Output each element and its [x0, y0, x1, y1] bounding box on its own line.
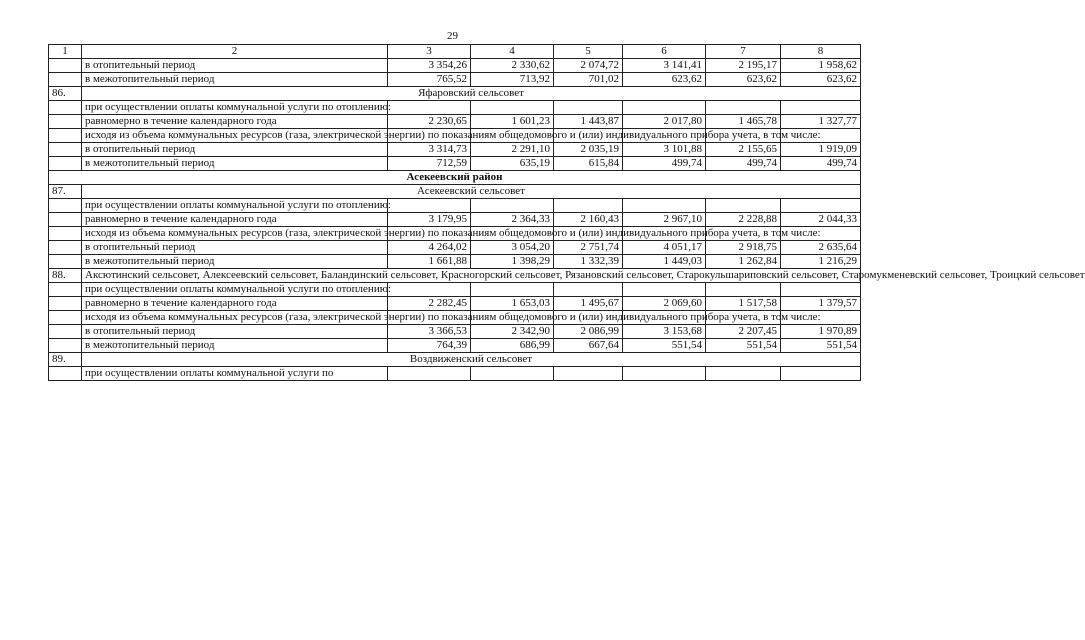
- value-cell: 712,59: [388, 157, 471, 171]
- value-cell: 2 967,10: [623, 213, 706, 227]
- value-cell: 551,54: [781, 339, 861, 353]
- data-row: [49, 143, 861, 157]
- value-cell: 2 330,62: [471, 59, 554, 73]
- row-label: при осуществлении оплаты коммунальной услуги по отоплению:: [82, 283, 388, 297]
- header-cell: 5: [554, 45, 623, 59]
- value-cell: 2 364,33: [471, 213, 554, 227]
- empty-cell: [49, 255, 82, 269]
- region-title: Асекеевский район: [49, 171, 861, 185]
- value-cell: 1 661,88: [388, 255, 471, 269]
- value-cell: 667,64: [554, 339, 623, 353]
- row-label: в отопительный период: [82, 325, 388, 339]
- row-label: в отопительный период: [82, 241, 388, 255]
- empty-cell: [49, 157, 82, 171]
- empty-cell: [49, 241, 82, 255]
- empty-cell: [471, 101, 554, 115]
- data-row: [49, 213, 861, 227]
- empty-cell: [388, 283, 471, 297]
- empty-cell: [49, 283, 82, 297]
- empty-cell: [623, 199, 706, 213]
- section-number: 86.: [49, 87, 82, 101]
- empty-cell: [706, 199, 781, 213]
- empty-cell: [623, 101, 706, 115]
- value-cell: 1 262,84: [706, 255, 781, 269]
- empty-cell: [706, 101, 781, 115]
- value-cell: 2 291,10: [471, 143, 554, 157]
- value-cell: 2 342,90: [471, 325, 554, 339]
- value-cell: 765,52: [388, 73, 471, 87]
- empty-cell: [554, 283, 623, 297]
- empty-cell: [49, 129, 82, 143]
- value-cell: 2 635,64: [781, 241, 861, 255]
- value-cell: 1 970,89: [781, 325, 861, 339]
- region-row: [49, 171, 861, 185]
- value-cell: 551,54: [623, 339, 706, 353]
- row-label: при осуществлении оплаты коммунальной услуги по отоплению:: [82, 199, 388, 213]
- header-cell: 6: [623, 45, 706, 59]
- empty-cell: [49, 367, 82, 381]
- value-cell: 1 919,09: [781, 143, 861, 157]
- header-cell: 3: [388, 45, 471, 59]
- value-cell: 2 086,99: [554, 325, 623, 339]
- value-cell: 1 398,29: [471, 255, 554, 269]
- value-cell: 551,54: [706, 339, 781, 353]
- value-cell: 2 751,74: [554, 241, 623, 255]
- empty-cell: [471, 199, 554, 213]
- value-cell: 686,99: [471, 339, 554, 353]
- value-cell: 2 155,65: [706, 143, 781, 157]
- section-title: Воздвиженский сельсовет: [82, 353, 861, 367]
- empty-cell: [623, 367, 706, 381]
- value-cell: 1 653,03: [471, 297, 554, 311]
- empty-cell: [49, 325, 82, 339]
- section-row: [49, 185, 861, 199]
- row-label: равномерно в течение календарного года: [82, 213, 388, 227]
- empty-cell: [471, 283, 554, 297]
- header-cell: 4: [471, 45, 554, 59]
- empty-cell: [49, 227, 82, 241]
- empty-cell: [554, 101, 623, 115]
- empty-cell: [49, 101, 82, 115]
- value-cell: 2 228,88: [706, 213, 781, 227]
- value-cell: 3 054,20: [471, 241, 554, 255]
- data-row: [49, 339, 861, 353]
- row-label: исходя из объема коммунальных ресурсов (газа, электрической энергии) по показаниям общедомового и (или) индивидуального прибора учета, в том числе:: [82, 227, 388, 241]
- value-cell: 2 918,75: [706, 241, 781, 255]
- value-cell: 1 495,67: [554, 297, 623, 311]
- row-label: в отопительный период: [82, 59, 388, 73]
- header-cell: 7: [706, 45, 781, 59]
- section-number: 87.: [49, 185, 82, 199]
- value-cell: 2 074,72: [554, 59, 623, 73]
- empty-cell: [623, 283, 706, 297]
- data-row: [49, 255, 861, 269]
- header-row: [49, 45, 861, 59]
- section-row: [49, 87, 861, 101]
- empty-cell: [49, 339, 82, 353]
- value-cell: 2 207,45: [706, 325, 781, 339]
- value-cell: 1 379,57: [781, 297, 861, 311]
- empty-cell: [49, 297, 82, 311]
- value-cell: 2 195,17: [706, 59, 781, 73]
- empty-cell: [49, 213, 82, 227]
- value-cell: 3 141,41: [623, 59, 706, 73]
- value-cell: 1 327,77: [781, 115, 861, 129]
- data-row: [49, 241, 861, 255]
- row-label: равномерно в течение календарного года: [82, 297, 388, 311]
- section-row: [49, 269, 861, 283]
- value-cell: 1 517,58: [706, 297, 781, 311]
- value-cell: 2 017,80: [623, 115, 706, 129]
- section-number: 88.: [49, 269, 82, 283]
- text-row: [49, 101, 861, 115]
- value-cell: 1 443,87: [554, 115, 623, 129]
- empty-cell: [471, 367, 554, 381]
- value-cell: 635,19: [471, 157, 554, 171]
- page-number: 29: [447, 30, 458, 42]
- data-row: [49, 157, 861, 171]
- row-label: при осуществлении оплаты коммунальной услуги по: [82, 367, 388, 381]
- value-cell: 3 153,68: [623, 325, 706, 339]
- value-cell: 1 449,03: [623, 255, 706, 269]
- empty-cell: [781, 283, 861, 297]
- data-row: [49, 73, 861, 87]
- value-cell: 1 601,23: [471, 115, 554, 129]
- value-cell: 2 160,43: [554, 213, 623, 227]
- row-label: в межотопительный период: [82, 339, 388, 353]
- value-cell: 1 332,39: [554, 255, 623, 269]
- row-label: в межотопительный период: [82, 157, 388, 171]
- header-cell: 2: [82, 45, 388, 59]
- value-cell: 3 314,73: [388, 143, 471, 157]
- data-row: [49, 115, 861, 129]
- empty-cell: [554, 367, 623, 381]
- header-cell: 1: [49, 45, 82, 59]
- row-label: при осуществлении оплаты коммунальной услуги по отоплению:: [82, 101, 388, 115]
- empty-cell: [388, 101, 471, 115]
- value-cell: 4 264,02: [388, 241, 471, 255]
- text-row: [49, 227, 861, 241]
- value-cell: 1 465,78: [706, 115, 781, 129]
- empty-cell: [388, 199, 471, 213]
- value-cell: 2 035,19: [554, 143, 623, 157]
- value-cell: 764,39: [388, 339, 471, 353]
- value-cell: 1 958,62: [781, 59, 861, 73]
- value-cell: 623,62: [781, 73, 861, 87]
- text-row: [49, 283, 861, 297]
- header-cell: 8: [781, 45, 861, 59]
- value-cell: 615,84: [554, 157, 623, 171]
- empty-cell: [49, 199, 82, 213]
- section-number: 89.: [49, 353, 82, 367]
- empty-cell: [49, 73, 82, 87]
- text-row: [49, 199, 861, 213]
- value-cell: 2 069,60: [623, 297, 706, 311]
- empty-cell: [49, 59, 82, 73]
- empty-cell: [388, 367, 471, 381]
- value-cell: 499,74: [623, 157, 706, 171]
- text-row: [49, 129, 861, 143]
- empty-cell: [706, 283, 781, 297]
- value-cell: 3 354,26: [388, 59, 471, 73]
- row-label: исходя из объема коммунальных ресурсов (газа, электрической энергии) по показаниям общедомового и (или) индивидуального прибора учета, в том числе:: [82, 311, 388, 325]
- value-cell: 2 282,45: [388, 297, 471, 311]
- row-label: в межотопительный период: [82, 255, 388, 269]
- empty-cell: [49, 311, 82, 325]
- data-row: [49, 59, 861, 73]
- data-row: [49, 297, 861, 311]
- section-row: [49, 353, 861, 367]
- tariff-table: [48, 44, 1085, 381]
- value-cell: 3 366,53: [388, 325, 471, 339]
- empty-cell: [49, 115, 82, 129]
- section-title: Асекеевский сельсовет: [82, 185, 861, 199]
- value-cell: 2 230,65: [388, 115, 471, 129]
- value-cell: 623,62: [706, 73, 781, 87]
- data-row: [49, 325, 861, 339]
- text-row: [49, 311, 861, 325]
- value-cell: 2 044,33: [781, 213, 861, 227]
- empty-cell: [781, 367, 861, 381]
- row-label: исходя из объема коммунальных ресурсов (газа, электрической энергии) по показаниям общедомового и (или) индивидуального прибора учета, в том числе:: [82, 129, 388, 143]
- value-cell: 623,62: [623, 73, 706, 87]
- row-label: в межотопительный период: [82, 73, 388, 87]
- value-cell: 3 179,95: [388, 213, 471, 227]
- row-label: в отопительный период: [82, 143, 388, 157]
- value-cell: 3 101,88: [623, 143, 706, 157]
- row-label: равномерно в течение календарного года: [82, 115, 388, 129]
- empty-cell: [49, 143, 82, 157]
- empty-cell: [781, 199, 861, 213]
- empty-cell: [706, 367, 781, 381]
- value-cell: 701,02: [554, 73, 623, 87]
- section-title: Яфаровский сельсовет: [82, 87, 861, 101]
- value-cell: 1 216,29: [781, 255, 861, 269]
- section-title: Аксютинский сельсовет, Алексеевский сельсовет, Баландинский сельсовет, Красногорский сельсовет, Рязановский сельсовет, Старокульшариповский сельсовет, Старомукменевский сельсовет, Троицкий сельсовет: [82, 269, 861, 283]
- value-cell: 4 051,17: [623, 241, 706, 255]
- text-row: [49, 367, 861, 381]
- empty-cell: [781, 101, 861, 115]
- value-cell: 499,74: [781, 157, 861, 171]
- empty-cell: [554, 199, 623, 213]
- value-cell: 713,92: [471, 73, 554, 87]
- value-cell: 499,74: [706, 157, 781, 171]
